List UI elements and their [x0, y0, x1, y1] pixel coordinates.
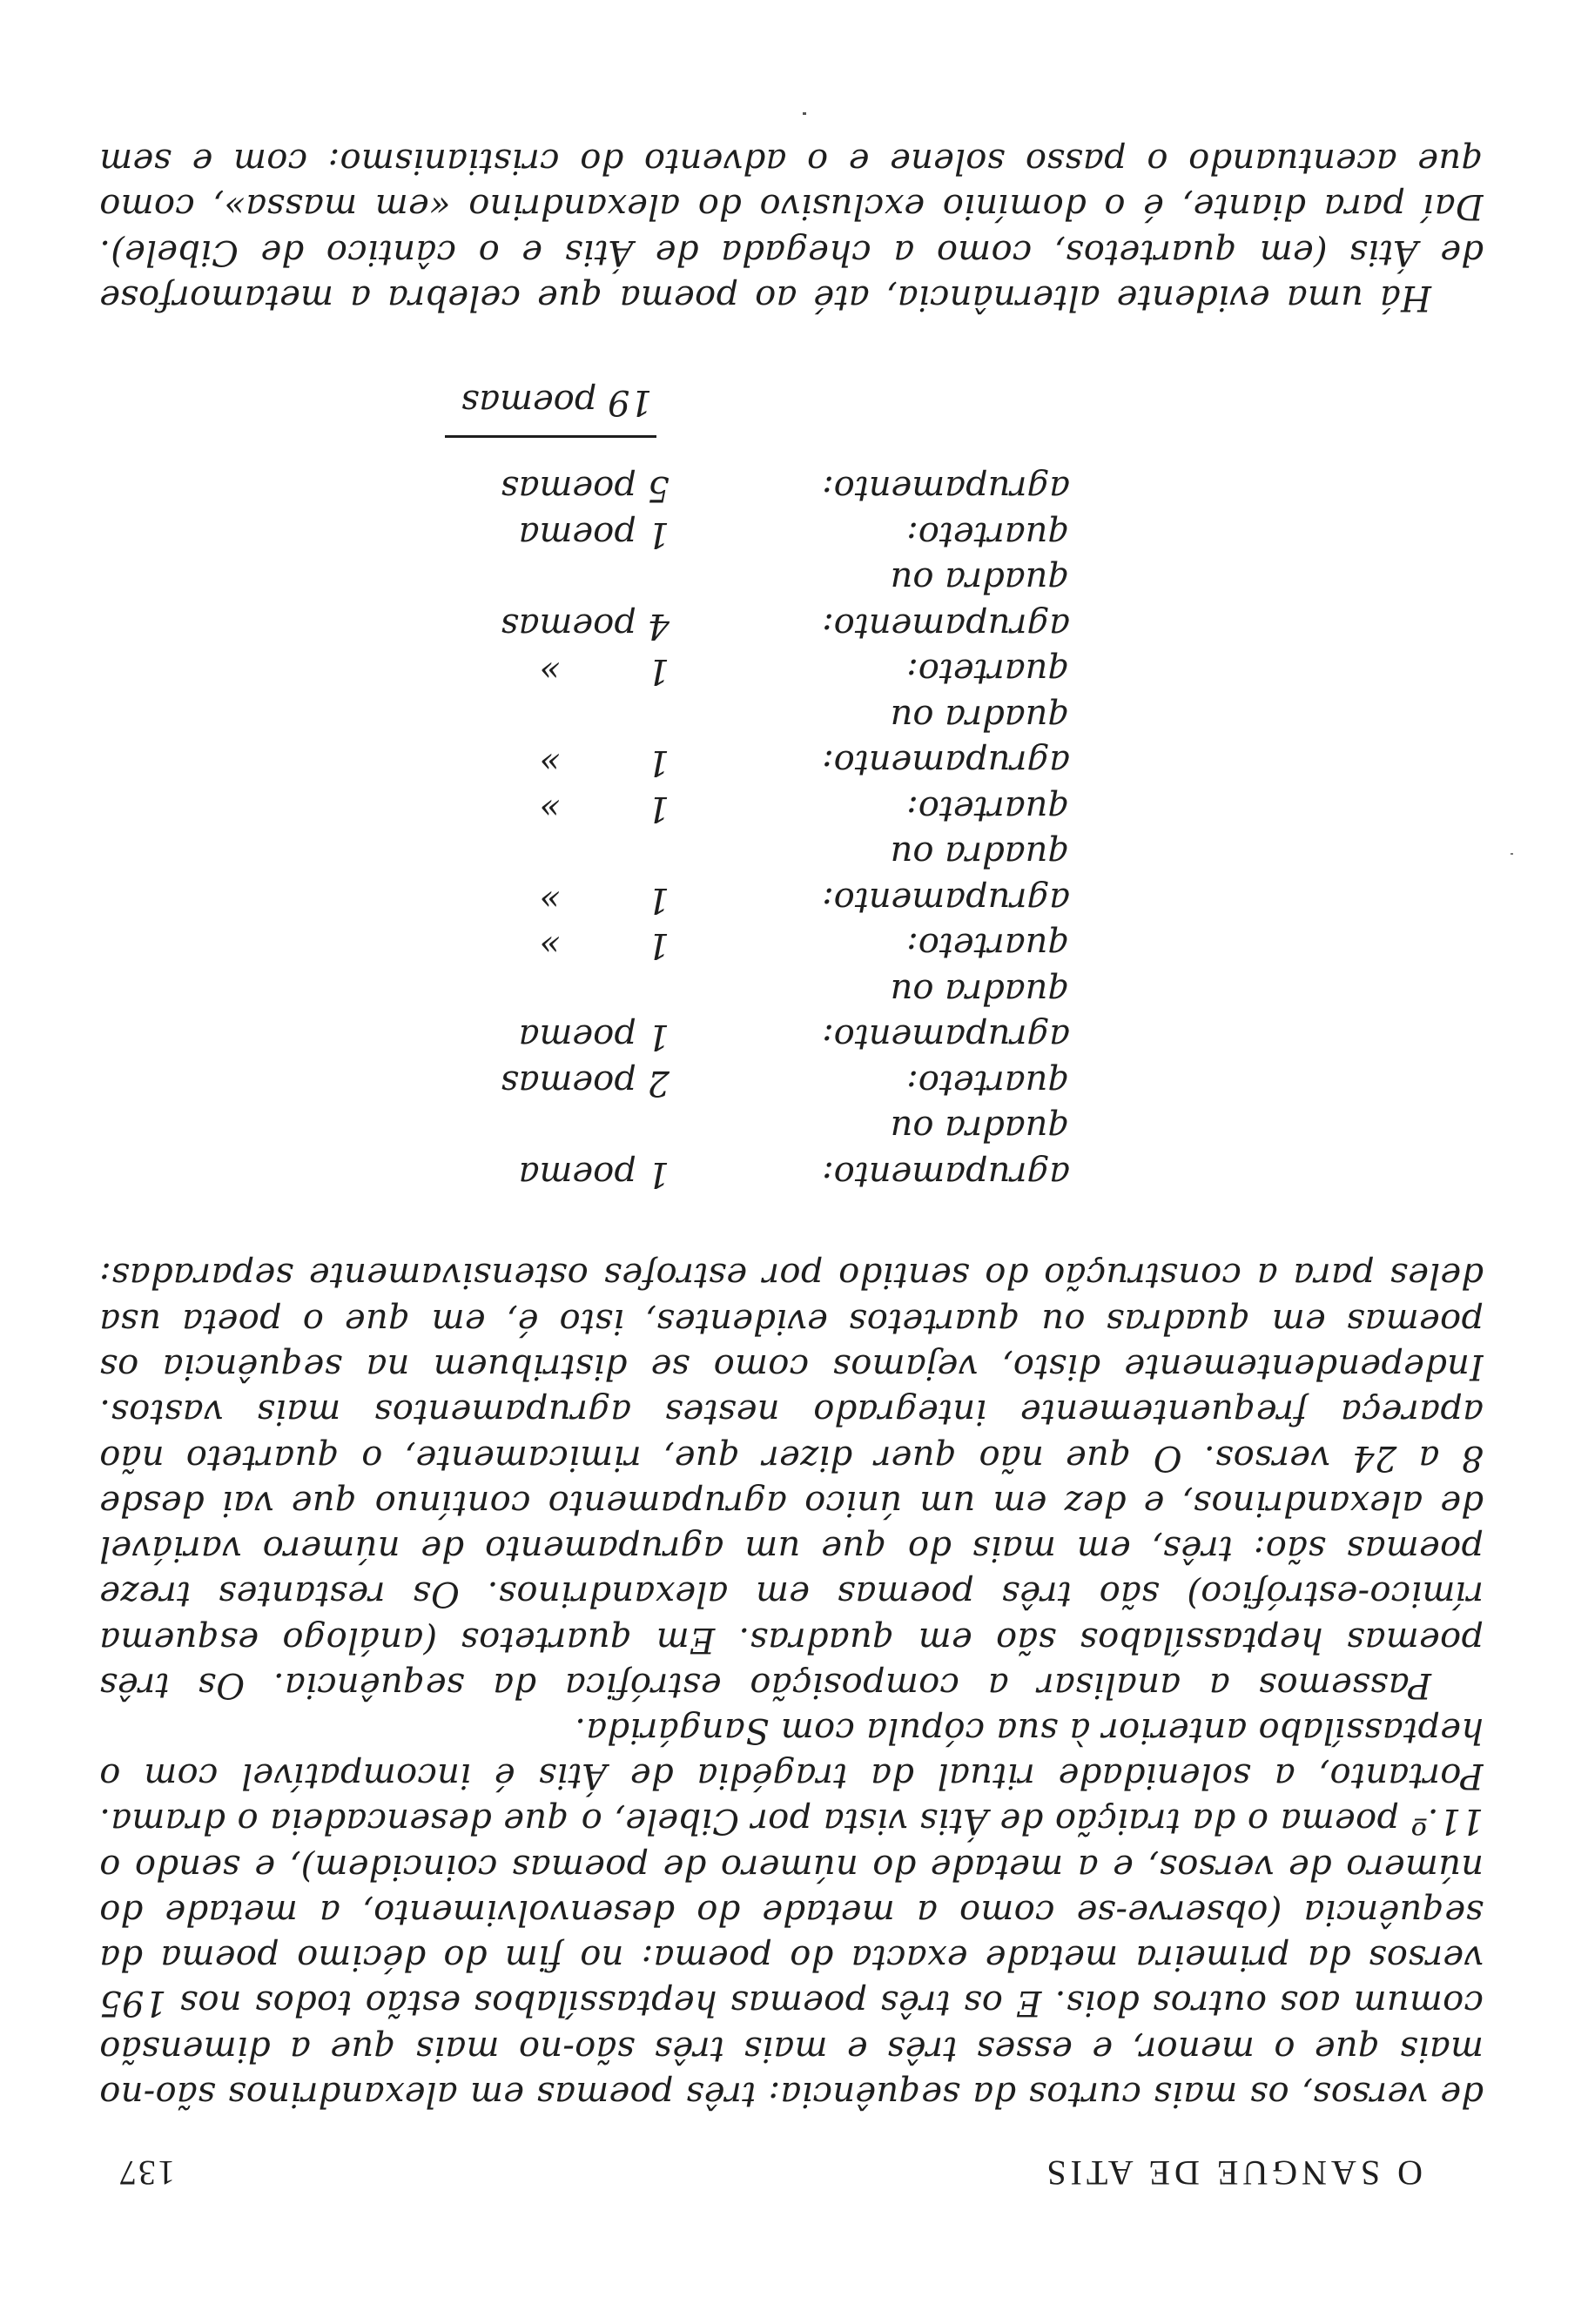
text-line: sequência (observe-se como a metade do desenvolvimento, a metade do	[99, 1891, 1484, 1932]
text-line: poemas em quadras ou quartetos evidentes, isto é, em que o poeta usa	[99, 1300, 1484, 1341]
row-count: 2 poemas	[501, 1063, 670, 1103]
text-line: poemas são: três, em mais do que um agrupamento de número variável	[99, 1528, 1484, 1569]
text-line: 8 a 24 versos. O que não quer dizer que, rimicamente, o quarteto não	[99, 1437, 1484, 1478]
row-count: 1	[647, 742, 670, 783]
text-line: versos da primeira metade exacta do poema: no fim do décimo poema da	[99, 1938, 1484, 1978]
row-label: agrupamento:	[822, 742, 1070, 783]
row-label: agrupamento:	[822, 880, 1070, 920]
text-line: poemas heptassílabos são em quadras. Em quartetos (análogo esquema	[99, 1619, 1484, 1660]
running-header	[118, 2153, 1423, 2193]
running-title: O SANGUE DE ATIS	[1042, 2153, 1423, 2193]
paragraph-3	[99, 138, 1484, 320]
text-line: rímico-estrófico) são três poemas em alexandrinos. Os restantes treze	[99, 1574, 1484, 1615]
text-line: comum aos outros dois. E os três poemas heptassílabos estão todos nos 195	[99, 1983, 1484, 2024]
ditto-mark: »	[539, 880, 561, 920]
row-label: quadra ou	[890, 834, 1070, 875]
row-count: 4 poemas	[501, 606, 670, 646]
ditto-mark: »	[539, 789, 561, 829]
row-label: quarteto:	[906, 925, 1070, 966]
row-label: agrupamento:	[822, 606, 1070, 646]
row-label: agrupamento:	[822, 1154, 1070, 1194]
paragraph-1	[99, 1707, 1484, 2117]
ditto-mark: »	[539, 925, 561, 966]
row-count: 1 poema	[518, 514, 670, 554]
row-count: 1 poema	[518, 1017, 670, 1058]
row-label: quarteto:	[906, 1063, 1070, 1103]
text-line: Daí para diante, é o domínio exclusivo do alexandrino «em massa», como	[99, 186, 1484, 227]
row-label: quarteto:	[906, 651, 1070, 692]
text-line: Passemos a analisar a composição estrófica da sequência. Os três	[99, 1665, 1431, 1705]
table-total: 19 poemas	[461, 382, 652, 422]
text-line: de Átis (em quartetos, como a chegada de Átis e o cântico de Cibele).	[99, 232, 1484, 272]
text-line: mais que o menor, e esses três e mais três são-no mais que a dimensão	[99, 2028, 1484, 2069]
ditto-mark: »	[539, 651, 561, 692]
row-count: 1	[647, 925, 670, 966]
text-line: Há uma evidente alternância, até ao poema que celebra a metamorfose	[99, 278, 1431, 318]
paragraph-2	[99, 1253, 1484, 1708]
text-line: de alexandrinos, e dez em um único agrupamento contínuo que vai desde	[99, 1482, 1484, 1523]
text-line: 11.º poema o da traição de Átis vista por Cibele, o que desencadeia o drama.	[99, 1801, 1484, 1842]
row-count: 1	[647, 651, 670, 692]
row-count: 1	[647, 880, 670, 920]
row-label: quadra ou	[890, 1108, 1070, 1149]
text-line: apareça frequentemente integrado nestes agrupamentos mais vastos.	[99, 1392, 1484, 1433]
row-label: quarteto:	[906, 789, 1070, 829]
row-label: agrupamento:	[822, 1017, 1070, 1058]
ink-speck	[803, 112, 806, 115]
row-count: 1	[647, 789, 670, 829]
text-line: heptassílabo anterior à sua cópula com Sangárida.	[574, 1709, 1484, 1750]
row-count: 1 poema	[518, 1154, 670, 1194]
text-line: Independentemente disto, vejamos como se distribuem na sequência os	[99, 1346, 1484, 1387]
row-count: 5 poemas	[501, 468, 670, 509]
text-line: que acentuando o passo solene e o advento do cristianismo: com e sem	[99, 141, 1484, 182]
ink-speck	[1511, 853, 1513, 855]
row-label: quadra ou	[890, 971, 1070, 1011]
ditto-mark: »	[539, 742, 561, 783]
text-line: número de versos, e a metade do número de poemas coincidem), e sendo o	[99, 1846, 1484, 1887]
text-line: Portanto, a solenidade ritual da tragédia de Átis é incompatível com o	[99, 1755, 1484, 1796]
text-line: deles para a construção do sentido por estrofes ostensivamente separadas:	[99, 1255, 1484, 1296]
row-label: agrupamento:	[822, 468, 1070, 509]
row-label: quadra ou	[890, 560, 1070, 601]
total-rule	[445, 435, 656, 438]
row-label: quadra ou	[890, 697, 1070, 737]
text-line: de versos, os mais curtos da sequência: três poemas em alexandrinos são-no	[99, 2074, 1484, 2114]
row-label: quarteto:	[906, 514, 1070, 554]
page-number: 137	[118, 2153, 175, 2193]
